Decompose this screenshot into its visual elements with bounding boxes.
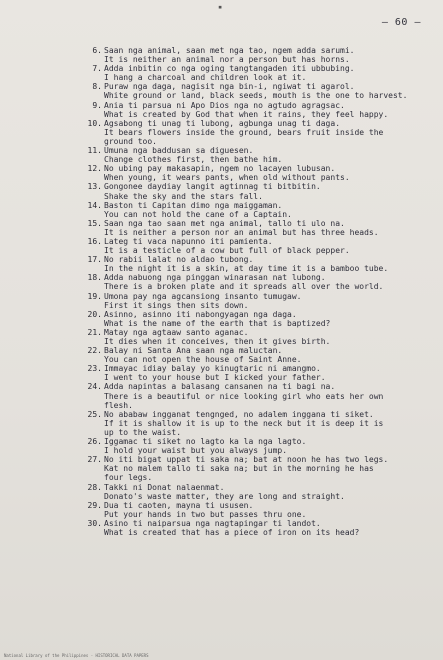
riddle-ilocano-text: Umona pay nga agcansiong insanto tumugaw. (104, 291, 302, 301)
riddle-entry (0, 82, 443, 100)
riddle-entry (0, 519, 443, 537)
riddle-entry (0, 437, 443, 455)
riddle-ilocano-text: Dua ti caoten, mayna ti ususen. (104, 500, 254, 510)
riddle-ilocano-text: Adda napintas a balasang cansanen na ti bagi na. (104, 382, 336, 392)
riddle-entry (0, 410, 443, 437)
page-number: – 60 – (381, 17, 421, 28)
riddle-entry (0, 382, 443, 409)
riddle-entry (0, 119, 443, 146)
riddle-entry (0, 46, 443, 64)
riddle-english-text: I went to your house but I kicked your father. (104, 373, 326, 383)
riddle-number: 21. (87, 327, 102, 337)
riddle-number: 16. (87, 236, 102, 246)
riddle-ilocano-text: Umuna nga baddusan sa diguesen. (104, 146, 254, 156)
riddle-english-text: First it sings then sits down. (104, 300, 249, 310)
riddle-ilocano-text: Puraw nga daga, nagisit nga bin-i, ngiwat ti agarol. (104, 82, 355, 92)
riddle-entry (0, 310, 443, 328)
riddle-entry (0, 455, 443, 482)
riddle-number: 20. (87, 309, 102, 319)
riddle-ilocano-text: Saan nga tao saan met nga animal, tallo ti ulo na. (104, 218, 345, 228)
riddle-english-text: What is created that has a piece of iron on its head? (104, 527, 360, 537)
riddle-english-text: You can not open the house of Saint Anne. (104, 355, 302, 365)
riddle-english-text: It bears flowers inside the ground, bears fruit inside the (104, 127, 384, 137)
riddle-ilocano-text: No rabii lalat no aldao tubong. (104, 255, 254, 265)
riddle-english-text: Kat no malem tallo ti saka na; but in the morning he has (104, 464, 374, 474)
riddle-ilocano-text: No ababaw ingganat tengnged, no adalem inggana ti siket. (104, 409, 374, 419)
riddle-english-text: If it is shallow it is up to the neck but it is deep it is (104, 418, 384, 428)
riddle-ilocano-text: Agsabong ti unag ti lubong, agbunga unag ti daga. (104, 118, 341, 128)
riddle-number: 24. (87, 382, 102, 392)
riddle-number: 6. (92, 46, 102, 55)
riddle-entry (0, 182, 443, 200)
riddle-number: 13. (87, 182, 102, 192)
riddle-number: 17. (87, 255, 102, 265)
riddle-ilocano-text: Saan nga animal, saan met nga tao, ngem adda sarumi. (104, 46, 355, 55)
riddle-english-text: What is created by God that when it rains, they feel happy. (104, 109, 389, 119)
riddle-english-text: What is the name of the earth that is baptized? (104, 318, 331, 328)
riddle-entry (0, 146, 443, 164)
riddle-ilocano-text: Adda inbitin co nga oging tangtangaden iti ubbubing. (104, 64, 355, 74)
riddle-english-text: There is a beautiful or nice looking girl who eats her own (104, 391, 384, 401)
riddle-english-text: There is a broken plate and it spreads all over the world. (104, 282, 384, 292)
riddle-number: 15. (87, 218, 102, 228)
riddle-number: 30. (87, 518, 102, 528)
riddle-ilocano-text: Asino ti naiparsua nga nagtapingar ti landot. (104, 518, 321, 528)
riddle-number: 12. (87, 164, 102, 174)
riddle-number: 28. (87, 482, 102, 492)
riddle-english-text: ground too. (104, 136, 157, 146)
riddle-english-text: It is neither an animal nor a person but has horns. (104, 55, 350, 65)
riddle-number: 29. (87, 500, 102, 510)
riddle-entry (0, 501, 443, 519)
riddle-entry (0, 346, 443, 364)
riddle-english-text: In the night it is a skin, at day time it is a bamboo tube. (104, 264, 389, 274)
riddle-english-text: When young, it wears pants, when old without pants. (104, 173, 350, 183)
riddle-english-text: up to the waist. (104, 427, 182, 437)
riddle-ilocano-text: No ubing pay makasapin, ngem no lacayen lubusan. (104, 164, 336, 174)
riddle-number: 26. (87, 437, 102, 447)
riddle-english-text: Donato's waste matter, they are long and straight. (104, 491, 345, 501)
riddle-entry (0, 201, 443, 219)
riddle-ilocano-text: Gongonee daydiay langit agtinnag ti bitbitin. (104, 182, 321, 192)
riddle-entry (0, 483, 443, 501)
riddle-ilocano-text: Ania ti parsua ni Apo Dios nga no agtudo agragsac. (104, 100, 345, 110)
riddle-number: 14. (87, 200, 102, 210)
riddle-english-text: You can not hold the cane of a Captain. (104, 209, 292, 219)
riddle-entry (0, 255, 443, 273)
riddle-entry (0, 237, 443, 255)
riddle-number: 11. (87, 146, 102, 156)
top-mark: ▪ (218, 3, 223, 11)
riddle-ilocano-text: Balay ni Santa Ana saan nga maluctan. (104, 346, 283, 356)
riddle-english-text: I hang a charcoal and children look at it. (104, 73, 307, 83)
riddle-ilocano-text: Iggamac ti siket no lagto ka la nga lagto. (104, 437, 307, 447)
riddle-ilocano-text: Matay nga agtaaw santo aganac. (104, 327, 249, 337)
riddle-entry (0, 64, 443, 82)
riddle-number: 10. (87, 118, 102, 128)
riddle-list (0, 46, 443, 537)
riddle-english-text: Shake the sky and the stars fall. (104, 191, 263, 201)
riddle-english-text: White ground or land, black seeds, mouth is the one to harvest. (104, 91, 408, 101)
riddle-ilocano-text: Adda nabuong nga pinggan winarasan nat lubong. (104, 273, 326, 283)
riddle-english-text: I hold your waist but you always jump. (104, 446, 288, 456)
riddle-number: 9. (92, 100, 102, 110)
riddle-number: 18. (87, 273, 102, 283)
riddle-entry (0, 364, 443, 382)
riddle-english-text: Put your hands in two but passes thru one. (104, 509, 307, 519)
riddle-entry (0, 101, 443, 119)
riddle-ilocano-text: No iti bigat uppat ti saka na; bat at noon he has two legs. (104, 455, 389, 465)
riddle-entry (0, 164, 443, 182)
riddle-ilocano-text: Asinno, asinno iti nabongyagan nga daga. (104, 309, 297, 319)
riddle-english-text: It is a testicle of a cow but full of black pepper. (104, 246, 350, 256)
riddle-ilocano-text: Takki ni Donat nalaenmat. (104, 482, 225, 492)
riddle-entry (0, 328, 443, 346)
riddle-ilocano-text: Baston ti Capitan dimo nga maiggaman. (104, 200, 283, 210)
riddle-english-text: four legs. (104, 473, 153, 483)
riddle-entry (0, 273, 443, 291)
riddle-english-text: It dies when it conceives, then it gives birth. (104, 337, 331, 346)
riddle-entry (0, 292, 443, 310)
riddle-number: 27. (87, 455, 102, 465)
footer-text: National Library of the Philippines · HISTORICAL DATA PAPERS (4, 653, 149, 658)
riddle-number: 23. (87, 364, 102, 374)
riddle-entry (0, 219, 443, 237)
riddle-number: 19. (87, 291, 102, 301)
riddle-number: 7. (92, 64, 102, 74)
riddle-ilocano-text: Lateg ti vaca napunno iti pamienta. (104, 236, 273, 246)
riddle-number: 25. (87, 409, 102, 419)
riddle-english-text: It is neither a person nor an animal but has three heads. (104, 227, 379, 237)
riddle-ilocano-text: Immayac idiay balay yo kinugtaric ni amangmo. (104, 364, 321, 374)
riddle-english-text: Change clothes first, then bathe him. (104, 155, 283, 165)
riddle-number: 22. (87, 346, 102, 356)
riddle-number: 8. (92, 82, 102, 92)
riddle-english-text: flesh. (104, 400, 133, 410)
